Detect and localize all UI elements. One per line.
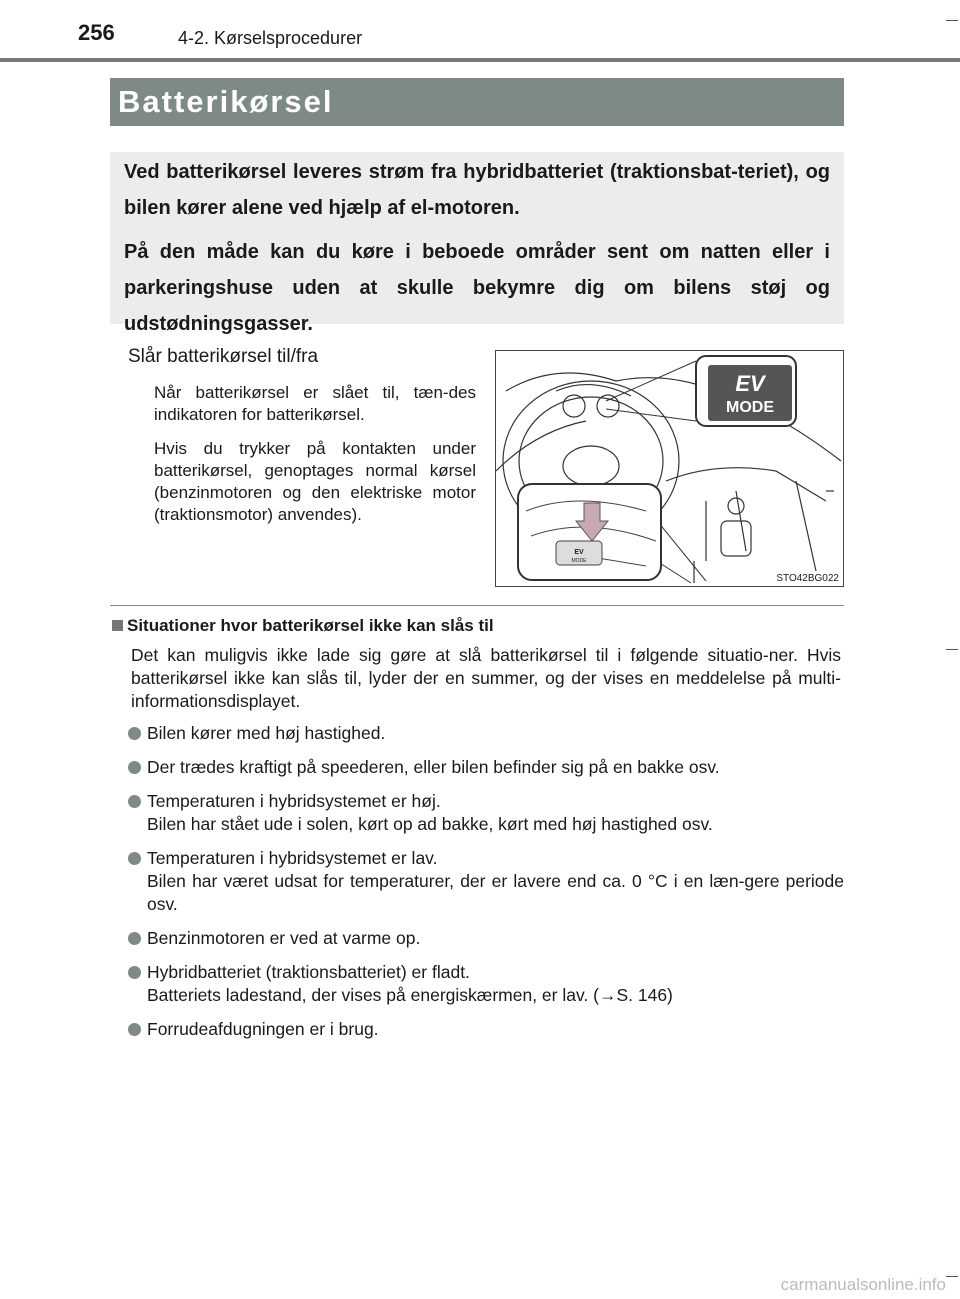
list-item-line: Der trædes kraftigt på speederen, eller bilen befinder sig på en bakke osv. <box>147 757 720 777</box>
situations-heading <box>112 616 494 636</box>
intro-box <box>110 152 844 335</box>
bullet-dot-icon <box>128 761 141 774</box>
switch-ev-label: EV <box>574 549 584 556</box>
list-item-detail: Batteriets ladestand, der vises på energiskærmen, er lav. (→S. 146) <box>147 985 673 1005</box>
crop-mark-bottom <box>946 1276 958 1277</box>
bullet-dot-icon <box>128 727 141 740</box>
list-item <box>128 961 844 1007</box>
header-rule <box>0 58 960 62</box>
intro-paragraph: Ved batterikørsel leveres strøm fra hybridbatteriet (traktionsbat-teriet), og bilen kører alene ved hjælp af el-motoren. <box>124 161 830 219</box>
bullet-dot-icon <box>128 966 141 979</box>
square-bullet-icon <box>112 620 123 631</box>
bullet-dot-icon <box>128 932 141 945</box>
toggle-note: Hvis du trykker på kontakten under batterikørsel, genoptages normal kørsel (benzinmotoren og den elektriske motor (traktionsmotor) anvendes). <box>154 439 476 524</box>
switch-mode-label: MODE <box>571 558 587 564</box>
list-item <box>128 790 844 836</box>
list-item-line: Temperaturen i hybridsystemet er lav. <box>147 848 438 868</box>
crop-mark-middle <box>946 649 958 650</box>
list-item-detail: Bilen har stået ude i solen, kørt op ad bakke, kørt med høj hastighed osv. <box>147 814 713 834</box>
ev-label: EV <box>735 371 765 396</box>
list-item-line: Forrudeafdugningen er i brug. <box>147 1019 379 1039</box>
intro-paragraph: På den måde kan du køre i beboede områder sent om natten eller i parkeringshuse uden at skulle bekymre dig om bilens støj og udstødningsgasser. <box>124 241 830 335</box>
watermark: carmanualsonline.info <box>780 1275 946 1294</box>
situations-body: Det kan muligvis ikke lade sig gøre at slå batterikørsel til i følgende situatio-ner. Hvis batterikørsel ikke kan slås til, lyder der en summer, og der vises en meddelelse på multi-informationsdisplayet. <box>131 645 841 711</box>
figure-code: STO42BG022 <box>776 573 839 584</box>
list-item <box>128 847 844 916</box>
list-item-line: Hybridbatteriet (traktionsbatteriet) er fladt. <box>147 962 470 982</box>
list-item <box>128 927 844 950</box>
crop-mark-top <box>946 20 958 21</box>
toggle-note: Når batterikørsel er slået til, tæn-des indikatoren for batterikørsel. <box>154 383 476 424</box>
bullet-dot-icon <box>128 852 141 865</box>
situations-heading-text: Situationer hvor batterikørsel ikke kan slås til <box>127 616 494 635</box>
mode-label: MODE <box>726 399 774 416</box>
bullet-dot-icon <box>128 1023 141 1036</box>
list-item-line: Temperaturen i hybridsystemet er høj. <box>147 791 441 811</box>
bullet-dot-icon <box>128 795 141 808</box>
list-item <box>128 1018 844 1041</box>
situations-list <box>128 722 844 1052</box>
dashboard-illustration <box>495 350 844 587</box>
section-title: 4-2. Kørselsprocedurer <box>178 28 363 48</box>
section-divider <box>110 605 844 606</box>
page-title: Batterikørsel <box>110 78 844 126</box>
list-item-line: Bilen kører med høj hastighed. <box>147 723 386 743</box>
dashboard-drawing <box>496 351 844 587</box>
list-item-line: Benzinmotoren er ved at varme op. <box>147 928 421 948</box>
page-number: 256 <box>78 20 115 45</box>
list-item <box>128 722 844 745</box>
toggle-heading: Slår batterikørsel til/fra <box>128 346 319 367</box>
list-item <box>128 756 844 779</box>
list-item-detail: Bilen har været udsat for temperaturer, der er lavere end ca. 0 °C i en læn-gere periode osv. <box>147 871 844 914</box>
